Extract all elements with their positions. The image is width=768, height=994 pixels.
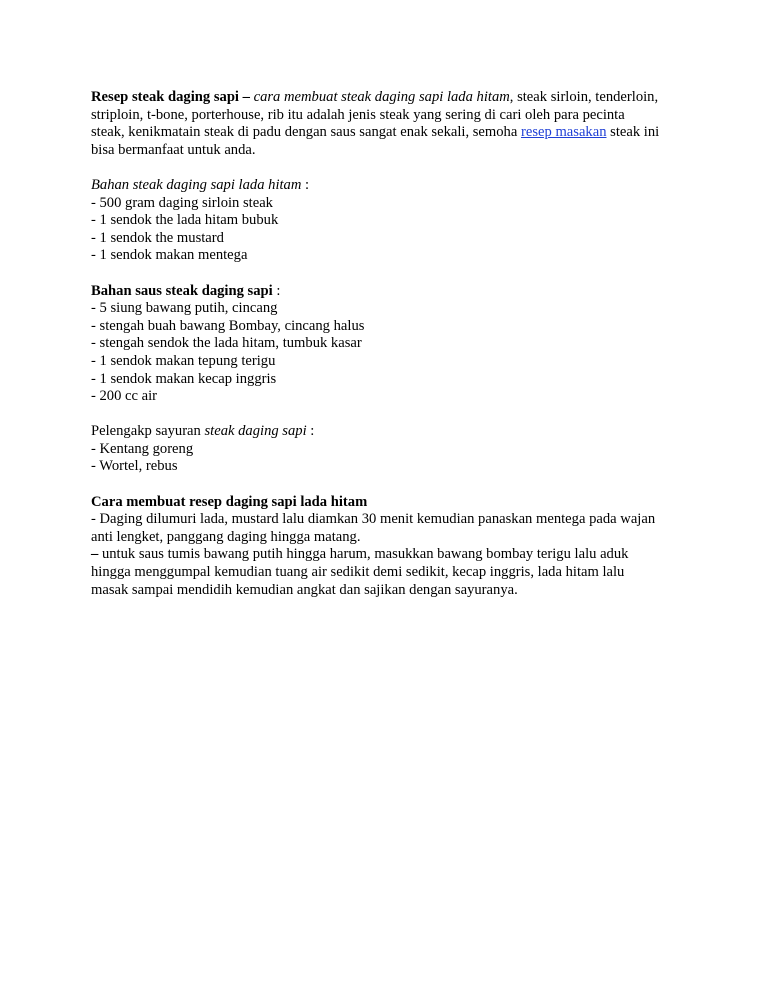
- cara-step-2-line-3: masak sampai mendidih kemudian angkat dan sajikan dengan sayuranya.: [91, 581, 518, 598]
- pelengkap-heading-line: [91, 423, 691, 441]
- cara-step-1-line-2: anti lengket, panggang daging hingga matang.: [91, 528, 361, 545]
- bahan-saus-colon: :: [272, 282, 281, 299]
- cara-step-2-line-1: [91, 546, 691, 564]
- list-item: - stengah buah bawang Bombay, cincang halus: [91, 317, 365, 334]
- intro-line-1-rest: , steak sirloin, tenderloin,: [509, 89, 659, 105]
- resep-masakan-link[interactable]: resep masakan: [521, 124, 607, 141]
- list-item: - 1 sendok the lada hitam bubuk: [91, 212, 279, 229]
- intro-title-bold: Resep steak daging sapi –: [91, 89, 250, 105]
- intro-paragraph: [91, 89, 691, 159]
- intro-title-italic: cara membuat steak daging sapi lada hitam: [253, 89, 510, 105]
- pelengkap-section: [91, 423, 691, 476]
- list-item: - 500 gram daging sirloin steak: [91, 194, 273, 211]
- list-item: - Wortel, rebus: [91, 458, 178, 475]
- bahan-steak-heading-line: [91, 177, 691, 195]
- intro-line-4: bisa bermanfaat untuk anda.: [91, 141, 256, 158]
- intro-line-3-before-link: steak, kenikmatain steak di padu dengan saus sangat enak sekali, semoha: [91, 124, 518, 141]
- pelengkap-italic: steak daging sapi: [204, 423, 307, 440]
- cara-step-2-text: untuk saus tumis bawang putih hingga harum, masukkan bawang bombay terigu lalu aduk: [98, 546, 629, 563]
- list-item: - 1 sendok makan tepung terigu: [91, 352, 276, 369]
- bahan-saus-heading-line: [91, 283, 691, 301]
- list-item: - 1 sendok makan mentega: [91, 247, 248, 264]
- cara-section: [91, 494, 691, 600]
- list-item: - Kentang goreng: [91, 440, 194, 457]
- bahan-steak-section: [91, 177, 691, 265]
- intro-line-3-after-link: steak ini: [610, 124, 660, 141]
- bahan-steak-heading: Bahan steak daging sapi lada hitam: [91, 176, 302, 193]
- cara-step-2-dash: –: [91, 546, 99, 563]
- bahan-saus-section: [91, 283, 691, 406]
- document-page: [91, 89, 691, 617]
- list-item: - stengah sendok the lada hitam, tumbuk kasar: [91, 335, 362, 352]
- intro-line-1: [91, 89, 691, 107]
- bahan-steak-colon: :: [301, 176, 310, 193]
- cara-step-2-line-2: hingga menggumpal kemudian tuang air sedikit demi sedikit, kecap inggris, lada hitam lalu: [91, 564, 625, 581]
- list-item: - 5 siung bawang putih, cincang: [91, 300, 278, 317]
- list-item: - 200 cc air: [91, 388, 158, 405]
- list-item: - 1 sendok makan kecap inggris: [91, 370, 277, 387]
- intro-line-3: [91, 124, 691, 142]
- list-item: - 1 sendok the mustard: [91, 229, 224, 246]
- bahan-saus-heading: Bahan saus steak daging sapi: [91, 282, 273, 299]
- cara-step-1-line-1: - Daging dilumuri lada, mustard lalu diamkan 30 menit kemudian panaskan mentega pada wajan: [91, 511, 656, 528]
- intro-line-2: striploin, t-bone, porterhouse, rib itu adalah jenis steak yang sering di cari oleh para pecinta: [91, 106, 625, 123]
- cara-heading: Cara membuat resep daging sapi lada hitam: [91, 493, 368, 510]
- pelengkap-prefix: Pelengakp sayuran: [91, 423, 205, 440]
- pelengkap-colon: :: [306, 423, 315, 440]
